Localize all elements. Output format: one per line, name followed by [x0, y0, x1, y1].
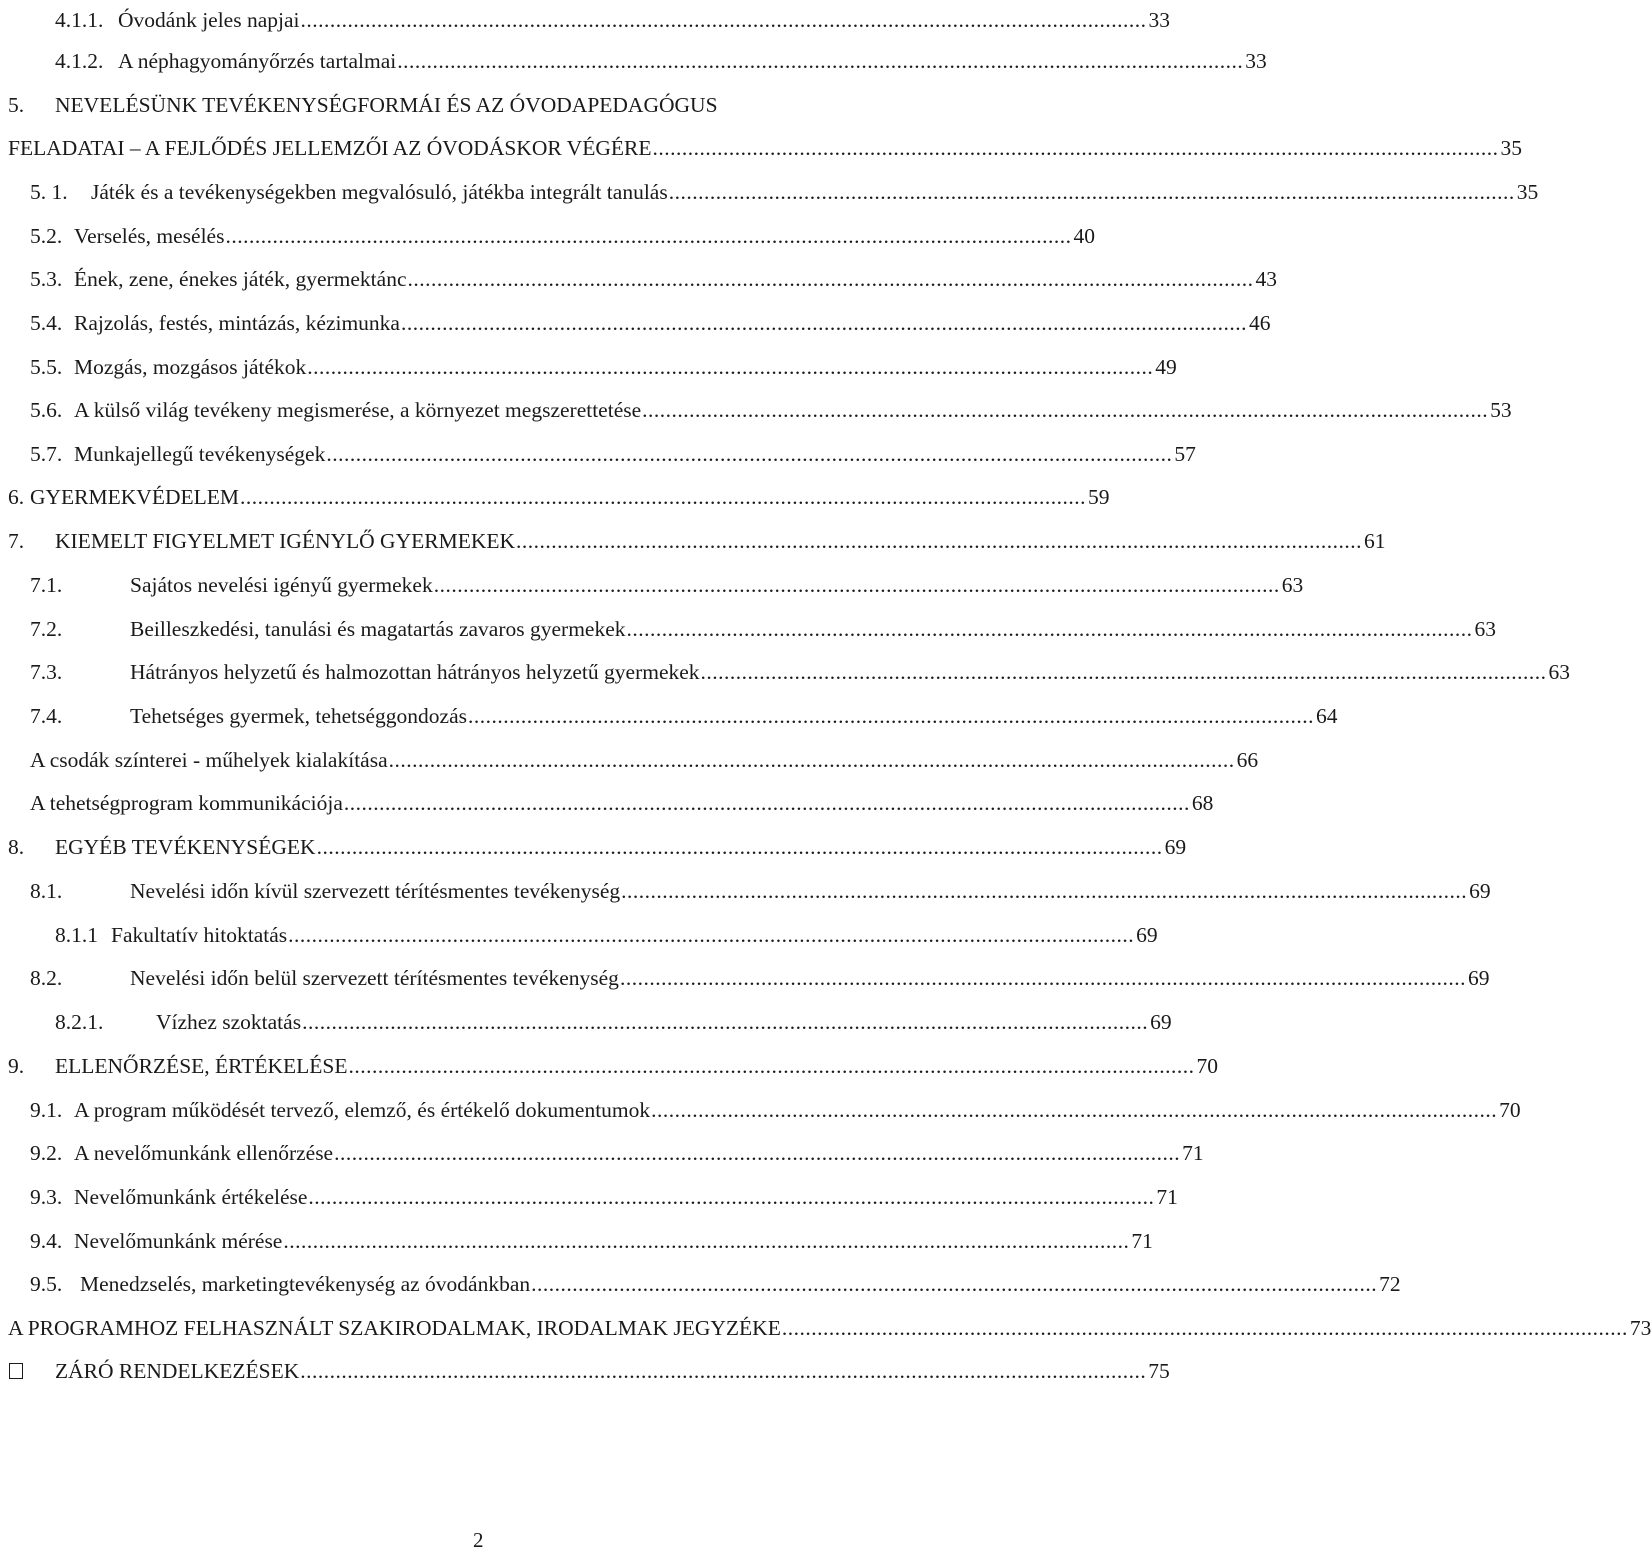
- toc-entry-title: NEVELÉSÜNK TEVÉKENYSÉGFORMÁI ÉS AZ ÓVODAPEDAGÓGUS: [55, 93, 718, 117]
- toc-entry[interactable]: [0, 1052, 1218, 1080]
- dot-leader: ................................................................................................................................................: [326, 442, 1173, 466]
- toc-entry-title: Tehetséges gyermek, tehetséggondozás: [130, 704, 467, 728]
- dot-leader: ................................................................................................................................................: [781, 1316, 1628, 1340]
- toc-entry-number: 8.1.1: [55, 923, 98, 947]
- toc-entry-title: ELLENŐRZÉSE, ÉRTÉKELÉSE: [55, 1054, 348, 1078]
- toc-entry[interactable]: [0, 615, 1496, 643]
- toc-entry-title: Ének, zene, énekes játék, gyermektánc: [74, 267, 407, 291]
- dot-leader: ................................................................................................................................................: [307, 355, 1154, 379]
- toc-entry[interactable]: [0, 1357, 1170, 1385]
- toc-entry-title: Rajzolás, festés, mintázás, kézimunka: [74, 311, 400, 335]
- toc-entry-title: A PROGRAMHOZ FELHASZNÁLT SZAKIRODALMAK, IRODALMAK JEGYZÉKE: [8, 1316, 781, 1340]
- dot-leader: ................................................................................................................................................: [316, 835, 1163, 859]
- toc-entry[interactable]: [0, 702, 1338, 730]
- toc-entry-number: 8.2.1.: [55, 1010, 104, 1034]
- dot-leader: ................................................................................................................................................: [468, 704, 1314, 728]
- toc-entry-number: 9.: [8, 1054, 25, 1078]
- toc-entry[interactable]: [0, 6, 1171, 34]
- toc-entry-number: 6.: [8, 485, 25, 509]
- toc-entry-page: 35: [1500, 136, 1522, 160]
- toc-entry-number: 7.2.: [30, 617, 63, 641]
- toc-entry-title: A tehetségprogram kommunikációja: [30, 791, 343, 815]
- dot-leader: ................................................................................................................................................: [388, 748, 1235, 772]
- toc-entry[interactable]: [0, 1183, 1178, 1211]
- dot-leader: ................................................................................................................................................: [407, 267, 1254, 291]
- dot-leader: ................................................................................................................................................: [283, 1229, 1130, 1253]
- toc-entry-page: 35: [1516, 180, 1539, 204]
- toc-entry-page: 69: [1469, 879, 1491, 903]
- toc-entry-title: Fakultatív hitoktatás: [111, 923, 288, 947]
- toc-entry-page: 63: [1281, 573, 1304, 597]
- toc-entry[interactable]: [0, 91, 960, 119]
- toc-entry[interactable]: [0, 440, 1196, 468]
- toc-entry[interactable]: [0, 1227, 1153, 1255]
- toc-entry-title: Vízhez szoktatás: [156, 1010, 302, 1034]
- dot-leader: ................................................................................................................................................: [302, 1010, 1149, 1034]
- toc-entry-number: 5.: [8, 93, 25, 117]
- toc-entry-number: 7.4.: [30, 704, 63, 728]
- dot-leader: ................................................................................................................................................: [700, 660, 1547, 684]
- checkbox-icon: [9, 1363, 23, 1379]
- toc-entry[interactable]: [0, 833, 1187, 861]
- toc-entry[interactable]: [0, 1270, 1401, 1298]
- toc-entry-number: 5. 1.: [30, 180, 68, 204]
- toc-entry[interactable]: [0, 47, 1267, 75]
- toc-entry[interactable]: [0, 527, 1386, 555]
- dot-leader: ................................................................................................................................................: [668, 180, 1515, 204]
- toc-entry-page: 57: [1174, 442, 1196, 466]
- toc-entry-page: 33: [1148, 8, 1171, 32]
- toc-entry-title: Játék és a tevékenységekben megvalósuló, játékba integrált tanulás: [91, 180, 668, 204]
- toc-entry-page: 75: [1148, 1359, 1170, 1383]
- toc-entry-number: 8.2.: [30, 966, 63, 990]
- toc-entry-title: Hátrányos helyzetű és halmozottan hátrányos helyzetű gyermekek: [130, 660, 700, 684]
- toc-entry-number: 9.2.: [30, 1141, 63, 1165]
- toc-entry-page: 70: [1196, 1054, 1218, 1078]
- toc-entry-title: Munkajellegű tevékenységek: [74, 442, 326, 466]
- toc-entry-page: 53: [1490, 398, 1512, 422]
- toc-entry-page: 69: [1136, 923, 1158, 947]
- toc-entry-page: 69: [1150, 1010, 1172, 1034]
- toc-entry-title: Mozgás, mozgásos játékok: [74, 355, 307, 379]
- toc-entry-number: 5.2.: [30, 224, 63, 248]
- toc-entry-page: 63: [1474, 617, 1496, 641]
- dot-leader: ................................................................................................................................................: [652, 136, 1499, 160]
- toc-entry[interactable]: [0, 921, 1158, 949]
- toc-entry-title: ZÁRÓ RENDELKEZÉSEK: [55, 1359, 300, 1383]
- toc-entry-title: Nevelési időn belül szervezett térítésmentes tevékenység: [130, 966, 619, 990]
- toc-entry[interactable]: [0, 134, 1522, 162]
- dot-leader: ................................................................................................................................................: [400, 311, 1247, 335]
- toc-entry-number: 7.1.: [30, 573, 63, 597]
- toc-entry-page: 72: [1379, 1272, 1401, 1296]
- toc-entry[interactable]: [0, 1008, 1172, 1036]
- toc-entry-number: 8.1.: [30, 879, 63, 903]
- toc-entry[interactable]: [0, 222, 1095, 250]
- toc-entry-page: 71: [1156, 1185, 1178, 1209]
- toc-entry[interactable]: [0, 746, 1259, 774]
- toc-entry-page: 69: [1467, 966, 1490, 990]
- toc-entry-title: EGYÉB TEVÉKENYSÉGEK: [55, 835, 316, 859]
- page-number: 2: [473, 1528, 484, 1552]
- dot-leader: ................................................................................................................................................: [531, 1272, 1378, 1296]
- toc-entry-number: 5.6.: [30, 398, 63, 422]
- dot-leader: ................................................................................................................................................: [225, 224, 1072, 248]
- dot-leader: ................................................................................................................................................: [621, 879, 1468, 903]
- dot-leader: ................................................................................................................................................: [308, 1185, 1155, 1209]
- toc-entry[interactable]: [0, 571, 1304, 599]
- toc-entry-page: 69: [1164, 835, 1187, 859]
- toc-entry-page: 68: [1191, 791, 1214, 815]
- toc-entry-number: 4.1.2.: [55, 49, 104, 73]
- toc-entry-number: 4.1.1.: [55, 8, 104, 32]
- toc-entry-title: Nevelőmunkánk mérése: [74, 1229, 283, 1253]
- toc-entry-title: Verselés, mesélés: [74, 224, 225, 248]
- toc-entry-number: 5.5.: [30, 355, 63, 379]
- toc-entry-number: 5.3.: [30, 267, 63, 291]
- toc-entry-page: 70: [1499, 1098, 1521, 1122]
- toc-entry-page: 40: [1073, 224, 1095, 248]
- toc-entry-number: 9.5.: [30, 1272, 63, 1296]
- dot-leader: ................................................................................................................................................: [433, 573, 1280, 597]
- toc-entry-title: A program működését tervező, elemző, és értékelő dokumentumok: [74, 1098, 651, 1122]
- toc-entry-number: 5.4.: [30, 311, 63, 335]
- dot-leader: ................................................................................................................................................: [397, 49, 1244, 73]
- toc-entry-number: 7.3.: [30, 660, 63, 684]
- toc-entry[interactable]: [0, 309, 1271, 337]
- toc-entry-title: Nevelőmunkánk értékelése: [74, 1185, 308, 1209]
- dot-leader: ................................................................................................................................................: [343, 791, 1190, 815]
- toc-entry-title: Nevelési időn kívül szervezett térítésmentes tevékenység: [130, 879, 621, 903]
- dot-leader: ................................................................................................................................................: [240, 485, 1087, 509]
- toc-entry-title: KIEMELT FIGYELMET IGÉNYLŐ GYERMEKEK: [55, 529, 516, 553]
- toc-entry[interactable]: [0, 178, 1539, 206]
- toc-entry-page: 33: [1245, 49, 1267, 73]
- toc-entry-title: Menedzselés, marketingtevékenység az óvodánkban: [80, 1272, 531, 1296]
- toc-entry-page: 73: [1629, 1316, 1651, 1340]
- dot-leader: ................................................................................................................................................: [348, 1054, 1195, 1078]
- dot-leader: ................................................................................................................................................: [642, 398, 1489, 422]
- dot-leader: ................................................................................................................................................: [626, 617, 1473, 641]
- toc-entry-number: 5.7.: [30, 442, 63, 466]
- toc-entry-title: A külső világ tevékeny megismerése, a környezet megszerettetése: [74, 398, 642, 422]
- toc-entry-page: 66: [1236, 748, 1259, 772]
- dot-leader: ................................................................................................................................................: [334, 1141, 1181, 1165]
- dot-leader: ................................................................................................................................................: [300, 8, 1147, 32]
- toc-entry[interactable]: [0, 789, 1214, 817]
- toc-entry[interactable]: [0, 265, 1277, 293]
- toc-entry-title: A csodák színterei - műhelyek kialakítása: [30, 748, 388, 772]
- toc-entry[interactable]: [0, 1139, 1204, 1167]
- toc-entry-page: 71: [1182, 1141, 1204, 1165]
- dot-leader: ................................................................................................................................................: [288, 923, 1135, 947]
- dot-leader: ................................................................................................................................................: [516, 529, 1363, 553]
- toc-entry[interactable]: [0, 483, 1110, 511]
- toc-entry-number: 7.: [8, 529, 25, 553]
- toc-entry-title: A nevelőmunkánk ellenőrzése: [74, 1141, 334, 1165]
- toc-entry-page: 46: [1248, 311, 1271, 335]
- toc-entry-page: 49: [1155, 355, 1177, 379]
- toc-entry[interactable]: [0, 658, 1571, 686]
- toc-entry-page: 59: [1088, 485, 1110, 509]
- toc-entry-title: GYERMEKVÉDELEM: [30, 485, 240, 509]
- toc-entry[interactable]: [0, 353, 1177, 381]
- toc-entry[interactable]: [0, 1314, 1651, 1342]
- toc-entry[interactable]: [0, 396, 1512, 424]
- toc-entry[interactable]: [0, 964, 1490, 992]
- toc-entry[interactable]: [0, 877, 1491, 905]
- toc-entry-page: 64: [1316, 704, 1338, 728]
- toc-entry-page: 71: [1131, 1229, 1153, 1253]
- toc-entry-page: 61: [1364, 529, 1386, 553]
- toc-entry-number: 9.1.: [30, 1098, 63, 1122]
- toc-entry-number: 8.: [8, 835, 25, 859]
- toc-entry-page: 63: [1548, 660, 1571, 684]
- toc-entry-title: Sajátos nevelési igényű gyermekek: [130, 573, 433, 597]
- toc-entry-number: 9.4.: [30, 1229, 63, 1253]
- toc-entry-number: 9.3.: [30, 1185, 63, 1209]
- toc-entry-title: A néphagyományőrzés tartalmai: [118, 49, 397, 73]
- toc-entry-page: 43: [1255, 267, 1277, 291]
- dot-leader: ................................................................................................................................................: [619, 966, 1466, 990]
- toc-entry[interactable]: [0, 1096, 1521, 1124]
- dot-leader: ................................................................................................................................................: [300, 1359, 1147, 1383]
- toc-entry-title: FELADATAI – A FEJLŐDÉS JELLEMZŐI AZ ÓVODÁSKOR VÉGÉRE: [8, 136, 652, 160]
- toc-entry-title: Óvodánk jeles napjai: [118, 8, 300, 32]
- dot-leader: ................................................................................................................................................: [651, 1098, 1498, 1122]
- toc-entry-title: Beilleszkedési, tanulási és magatartás zavaros gyermekek: [130, 617, 626, 641]
